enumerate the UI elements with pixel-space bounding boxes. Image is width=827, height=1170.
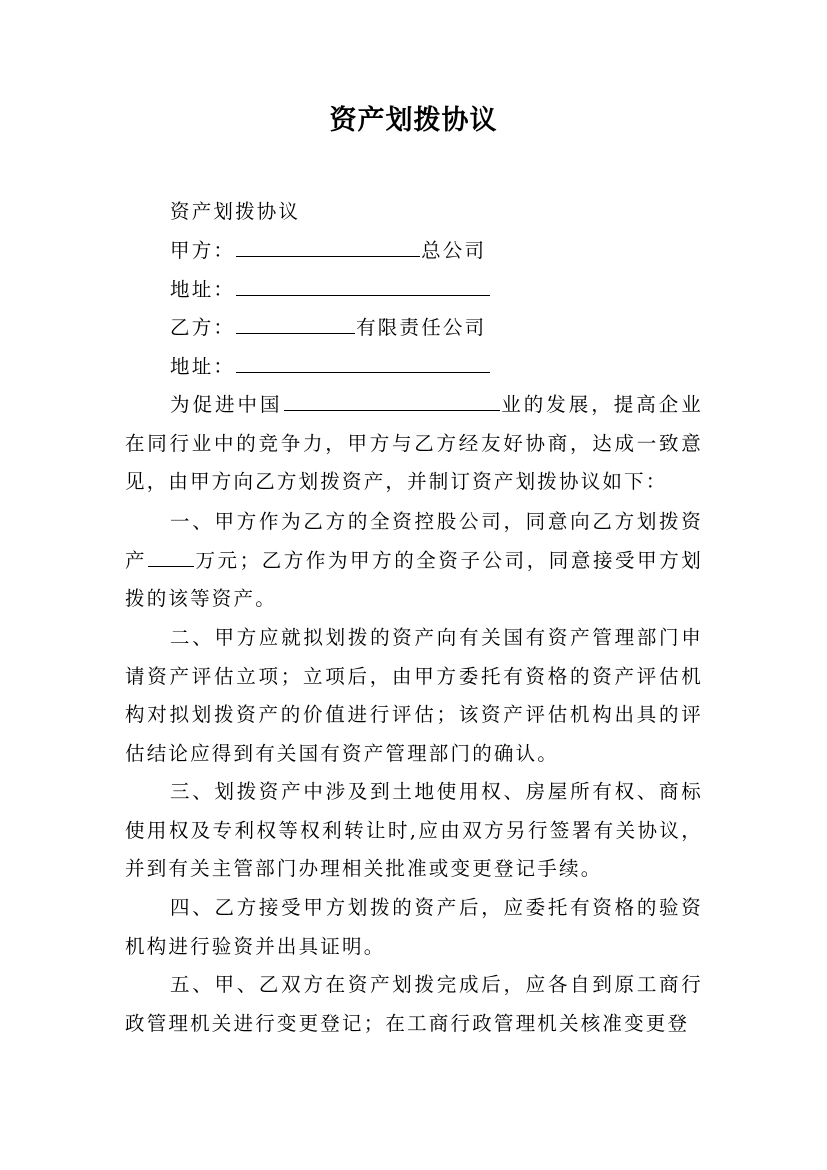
clause-1-paragraph: [125, 503, 703, 619]
address-label: 地址：: [170, 355, 236, 378]
preamble-paragraph: [125, 386, 703, 502]
clause-2-paragraph: 二、甲方应就拟划拨的资产向有关国有资产管理部门申请资产评估立项；立项后，由甲方委托有资格的资产评估机构对拟划拨资产的价值进行评估；该资产评估机构出具的评估结论应得到有关国有资产管理部门的确认。: [125, 626, 703, 765]
address-label: 地址：: [170, 278, 236, 301]
party-b-address-line: [170, 352, 491, 381]
clause-4-paragraph: 四、乙方接受甲方划拨的资产后，应委托有资格的验资机构进行验资并出具证明。: [125, 896, 703, 958]
industry-blank[interactable]: [284, 390, 500, 411]
clause-1-text-start: 一、甲方作为乙方的全资控股公司，同意向乙方划拨资产: [125, 510, 703, 572]
subtitle-text: 资产划拨协议: [170, 200, 301, 223]
document-title: 资产划拨协议: [329, 105, 498, 136]
clause-5-paragraph: 五、甲、乙双方在资产划拨完成后，应各自到原工商行政管理机关进行变更登记；在工商行政管理机关核准变更登: [125, 973, 703, 1035]
preamble-text-start: 为促进中国: [170, 393, 283, 416]
party-b-blank[interactable]: [236, 313, 355, 334]
party-a-suffix: 总公司: [421, 239, 487, 262]
party-b-label: 乙方：: [170, 316, 236, 339]
party-a-line: [170, 236, 486, 265]
preamble-text-end: 业的发展，提高企业在同行业中的竞争力，甲方与乙方经友好协商，达成一致意见，由甲方向乙方划拨资产，并制订资产划拨协议如下：: [125, 393, 703, 493]
document-subtitle: [170, 198, 300, 226]
party-b-suffix: 有限责任公司: [356, 316, 487, 339]
clause-3-paragraph: 三、划拨资产中涉及到土地使用权、房屋所有权、商标使用权及专利权等权利转让时,应由双方另行签署有关协议，并到有关主管部门办理相关批准或变更登记手续。: [125, 780, 703, 880]
clause-1-text-end: 万元；乙方作为甲方的全资子公司，同意接受甲方划拨的该等资产。: [125, 548, 703, 610]
party-b-address-blank[interactable]: [236, 352, 490, 373]
party-a-address-line: [170, 275, 491, 304]
party-b-line: [170, 313, 486, 342]
party-a-blank[interactable]: [236, 236, 420, 257]
party-a-label: 甲方：: [170, 239, 236, 262]
party-a-address-blank[interactable]: [236, 275, 490, 296]
amount-blank[interactable]: [148, 546, 194, 567]
